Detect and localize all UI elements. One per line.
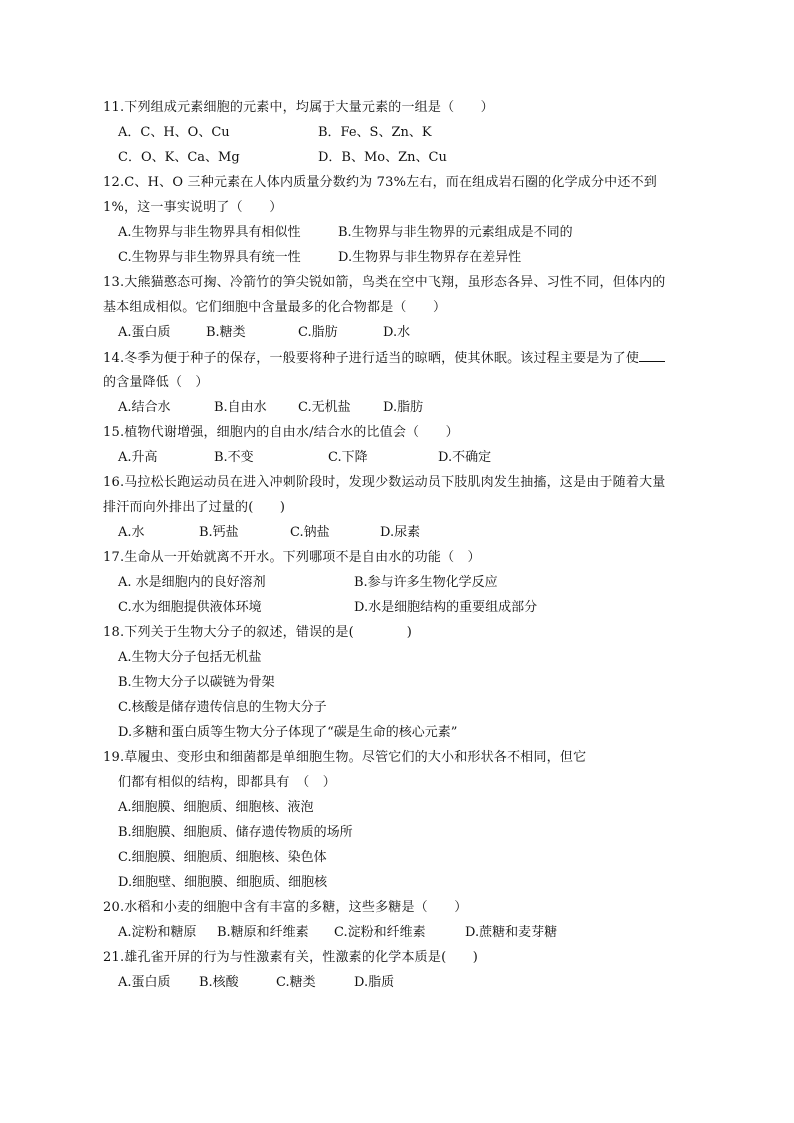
- question-20-option-c: C.淀粉和纤维素: [334, 925, 426, 940]
- question-20-option-b: B.糖原和纤维素: [217, 925, 309, 940]
- question-19-stem-line2: 们都有相似的结构，即都具有 （ ）: [118, 775, 336, 790]
- question-11-option-d: D．B、Mo、Zn、Cu: [318, 150, 447, 165]
- question-18-option-d: D.多糖和蛋白质等生物大分子体现了“碳是生命的核心元素”: [118, 725, 458, 740]
- question-15-option-c: C.下降: [328, 450, 368, 465]
- question-17-option-a: A. 水是细胞内的良好溶剂: [118, 575, 266, 590]
- question-16-option-d: D.尿素: [380, 525, 421, 540]
- question-14-stem-line1: [103, 349, 665, 368]
- question-13-stem-line2: 基本组成相似。它们细胞中含量最多的化合物都是（ ）: [103, 300, 447, 315]
- question-14-option-a: A.结合水: [118, 400, 171, 415]
- question-11-stem: 11.下列组成元素细胞的元素中，均属于大量元素的一组是（ ）: [103, 100, 494, 115]
- question-13-option-c: C.脂肪: [298, 325, 338, 340]
- question-12-option-a: A.生物界与非生物界具有相似性: [118, 225, 301, 240]
- question-18-option-b: B.生物大分子以碳链为骨架: [118, 675, 275, 690]
- question-17-option-d: D.水是细胞结构的重要组成部分: [354, 600, 538, 615]
- question-18-option-c: C.核酸是储存遗传信息的生物大分子: [118, 700, 327, 715]
- question-18-stem: 18.下列关于生物大分子的叙述，错误的是( ): [103, 625, 413, 640]
- question-14-stem-text: 14.冬季为便于种子的保存，一般要将种子进行适当的晾晒，使其休眠。该过程主要是为了使: [103, 351, 640, 366]
- question-20-option-d: D.蔗糖和麦芽糖: [465, 925, 558, 940]
- question-16-option-c: C.钠盐: [290, 525, 330, 540]
- question-14-stem-line2: 的含量降低（ ）: [103, 375, 209, 390]
- question-21-option-c: C.糖类: [276, 975, 316, 990]
- question-19-option-a: A.细胞膜、细胞质、细胞核、液泡: [118, 800, 314, 815]
- question-13-option-a: A.蛋白质: [118, 325, 171, 340]
- question-11-option-a: A．C、H、O、Cu: [118, 125, 230, 140]
- answer-blank: [639, 349, 665, 362]
- question-16-option-a: A.水: [118, 525, 145, 540]
- question-16-stem-line1: 16.马拉松长跑运动员在进入冲刺阶段时，发现少数运动员下肢肌肉发生抽搐，这是由于随着大量: [103, 475, 666, 490]
- question-12-stem-line2: 1%，这一事实说明了（ ）: [103, 200, 283, 215]
- question-12-option-b: B.生物界与非生物界的元素组成是不同的: [338, 225, 573, 240]
- question-17-stem: 17.生命从一开始就离不开水。下列哪项不是自由水的功能（ ）: [103, 550, 481, 565]
- question-17-option-c: C.水为细胞提供液体环境: [118, 600, 262, 615]
- question-12-option-d: D.生物界与非生物界存在差异性: [338, 250, 522, 265]
- question-19-stem-line1: 19.草履虫、变形虫和细菌都是单细胞生物。尽管它们的大小和形状各不相同，但它: [103, 750, 587, 765]
- question-13-stem-line1: 13.大熊猫憨态可掬、冷箭竹的笋尖锐如箭，鸟类在空中飞翔，虽形态各异、习性不同，但体内的: [103, 275, 666, 290]
- question-13-option-d: D.水: [383, 325, 411, 340]
- question-11-option-b: B．Fe、S、Zn、K: [318, 125, 432, 140]
- question-17-option-b: B.参与许多生物化学反应: [354, 575, 498, 590]
- question-16-stem-line2: 排汗而向外排出了过量的( ): [103, 500, 286, 515]
- question-13-option-b: B.糖类: [206, 325, 246, 340]
- question-21-option-a: A.蛋白质: [118, 975, 171, 990]
- question-15-stem: 15.植物代谢增强，细胞内的自由水/结合水的比值会（ ）: [103, 425, 459, 440]
- question-21-stem: 21.雄孔雀开屏的行为与性激素有关，性激素的化学本质是( ): [103, 950, 479, 965]
- question-19-option-b: B.细胞膜、细胞质、储存遗传物质的场所: [118, 825, 353, 840]
- question-14-option-c: C.无机盐: [298, 400, 351, 415]
- question-12-option-c: C.生物界与非生物界具有统一性: [118, 250, 301, 265]
- question-20-stem: 20.水稻和小麦的细胞中含有丰富的多糖，这些多糖是（ ）: [103, 900, 468, 915]
- question-14-option-d: D.脂肪: [383, 400, 424, 415]
- question-20-option-a: A.淀粉和糖原: [118, 925, 197, 940]
- question-15-option-b: B.不变: [214, 450, 254, 465]
- question-11-option-c: C．O、K、Ca、Mg: [118, 150, 240, 165]
- question-14-option-b: B.自由水: [214, 400, 267, 415]
- question-19-option-d: D.细胞壁、细胞膜、细胞质、细胞核: [118, 875, 328, 890]
- question-18-option-a: A.生物大分子包括无机盐: [118, 650, 262, 665]
- question-21-option-b: B.核酸: [199, 975, 239, 990]
- question-16-option-b: B.钙盐: [199, 525, 239, 540]
- question-15-option-a: A.升高: [118, 450, 158, 465]
- question-19-option-c: C.细胞膜、细胞质、细胞核、染色体: [118, 850, 327, 865]
- question-12-stem-line1: 12.C、H、O 三种元素在人体内质量分数约为 73%左右，而在组成岩石圈的化学成分中还不到: [103, 175, 657, 190]
- question-21-option-d: D.脂质: [354, 975, 395, 990]
- question-15-option-d: D.不确定: [438, 450, 492, 465]
